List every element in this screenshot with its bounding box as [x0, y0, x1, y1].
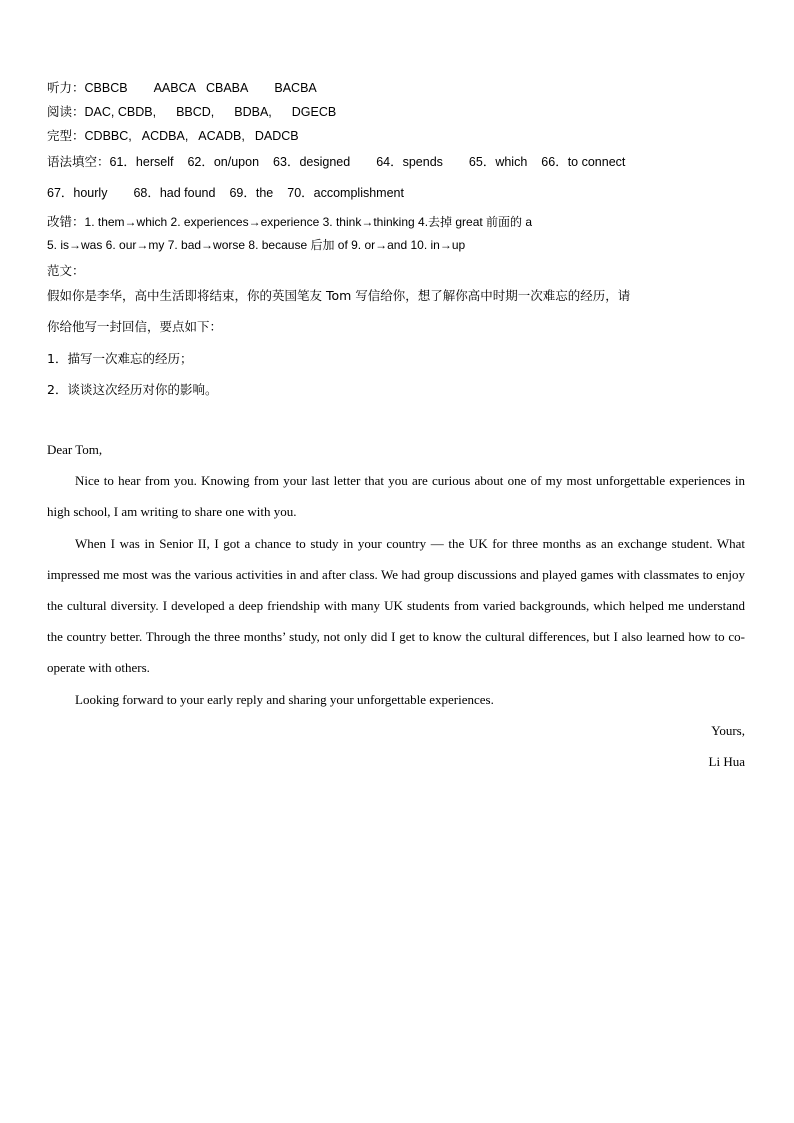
listening-group: BACBA: [274, 81, 317, 95]
letter-closing: Yours,: [711, 723, 745, 738]
grammar-item: 63．designed: [273, 155, 351, 169]
essay-prompt-line-1: 假如你是李华，高中生活即将结束，你的英国笔友 Tom 写信给你，想了解你高中时期一次难忘的经历，请: [47, 288, 631, 303]
grammar-item: 70．accomplishment: [287, 186, 404, 200]
letter-salutation: Dear Tom,: [47, 442, 103, 457]
cloze-group: ACADB,: [198, 129, 245, 143]
grammar-item: 65．which: [468, 155, 528, 169]
grammar-item: 61．herself: [109, 155, 174, 169]
listening-group: CBABA: [205, 81, 249, 95]
grammar-item: 62．on/upon: [187, 155, 260, 169]
listening-group: AABCA: [153, 81, 196, 95]
reading-answers: [47, 102, 336, 120]
listening-answers: [47, 78, 317, 96]
grammar-item: 64．spends: [376, 155, 443, 169]
listening-group: CBBCB: [84, 81, 128, 95]
letter-paragraph-2: When I was in Senior II, I got a chance to study in your country — the UK for three months as an exchange student. What impressed me most was the various activities in and after class. We had group discussions and played games with classmates to enjoy the cultural diversity. I developed a deep friendship with many UK students from varied backgrounds, which helped me understand the country better. Through the three months’ study, not only did I get to know the cultural differences, but I also learned how to co-operate with others.: [47, 536, 745, 675]
reading-group: BDBA,: [234, 105, 272, 119]
grammar-label: 语法填空：: [47, 154, 110, 169]
cloze-group: CDBBC,: [84, 129, 132, 143]
correction-answers-line-1: [47, 212, 532, 230]
cloze-group: DADCB: [254, 129, 299, 143]
correction-text: 5. is→was 6. our→my 7. bad→worse 8. because 后加 of 9. or→and 10. in→up: [47, 238, 466, 252]
correction-text: 1. them→which 2. experiences→experience 3. think→thinking 4.去掉 great 前面的 a: [84, 215, 533, 229]
essay-label: 范文：: [47, 263, 85, 278]
cloze-group: ACDBA,: [141, 129, 189, 143]
correction-label: 改错：: [47, 214, 85, 229]
grammar-item: 68．had found: [133, 186, 216, 200]
letter-paragraph-3: Looking forward to your early reply and sharing your unforgettable experiences.: [75, 692, 494, 707]
grammar-answers: [47, 152, 625, 170]
letter-signature: Li Hua: [708, 754, 745, 769]
grammar-item: 66．to connect: [541, 155, 626, 169]
correction-answers-line-2: [47, 236, 465, 253]
reading-group: BBCD,: [176, 105, 215, 119]
letter-paragraph-1: Nice to hear from you. Knowing from your last letter that you are curious about one of my most unforgettable experiences in high school, I am writing to share one with you.: [47, 473, 745, 519]
listening-label: 听力：: [47, 80, 85, 95]
grammar-answers-continued: [47, 183, 404, 201]
grammar-item: 69．the: [229, 186, 274, 200]
essay-point-1: 1．描写一次难忘的经历；: [47, 351, 193, 366]
reading-label: 阅读：: [47, 104, 85, 119]
essay-prompt-line-2: 你给他写一封回信，要点如下：: [47, 319, 223, 334]
cloze-label: 完型：: [47, 128, 85, 143]
grammar-item: 67．hourly: [47, 186, 108, 200]
reading-group: DAC, CBDB,: [84, 105, 157, 119]
reading-group: DGECB: [291, 105, 337, 119]
essay-point-2: 2．谈谈这次经历对你的影响。: [47, 382, 218, 397]
cloze-answers: [47, 126, 299, 144]
